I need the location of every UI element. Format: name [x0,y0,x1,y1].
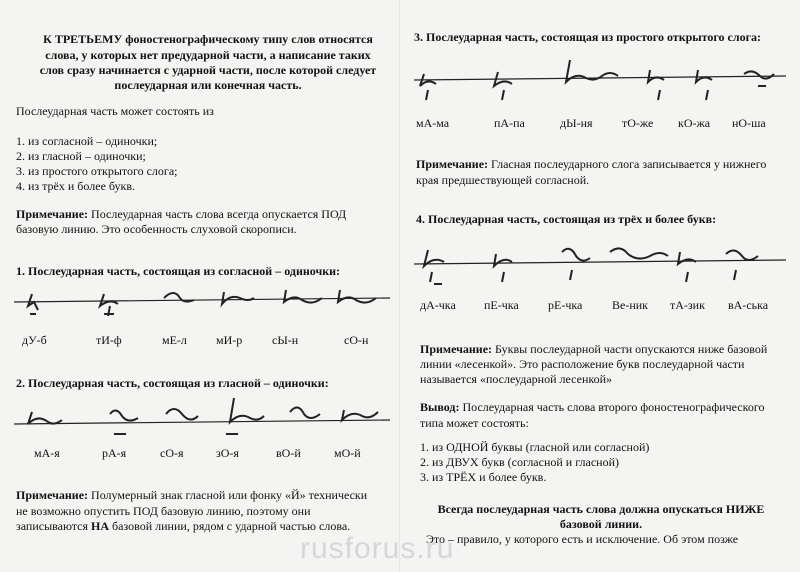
s4-word-5: тА-зик [670,298,705,312]
s2-word-6: мО-й [334,446,361,460]
s1-word-6: сО-н [344,333,369,347]
note3-line-1 [416,157,766,172]
section3-title: 3. Послеударная часть, состоящая из простого открытого слога: [414,30,762,44]
s1-word-3: мЕ-л [162,333,187,347]
s4-word-4: Ве-ник [612,298,648,312]
s3-word-1: мА-ма [416,116,450,130]
intro-line-4: послеударная или конечная часть. [114,78,302,92]
footer-note: Это – правило, у которого есть и исключение. Об этом позже [426,532,739,546]
s2-word-5: вО-й [276,446,301,460]
conclusion-label: Вывод: [420,400,460,414]
s2-word-2: рА-я [102,446,127,460]
s1-word-5: сЫ-н [272,333,299,347]
s2-word-4: зО-я [216,446,239,460]
s3-word-3: дЫ-ня [560,116,593,130]
conclusion-line-2: типа может состоять: [420,416,529,430]
s4-word-6: вА-ська [728,298,769,312]
rule-line-1: Всегда послеударная часть слова должна опускаться НИЖЕ [437,502,765,516]
shorthand-strip-2 [14,398,390,438]
conc-item-1: 1. из ОДНОЙ буквы (гласной или согласной) [420,440,650,454]
intro-line-1: К ТРЕТЬЕМУ фоностенографическому типу слов относятся [43,32,373,46]
note3-text: Гласная послеударного слога записывается у нижнего [488,157,767,171]
intro-line-3: слов сразу начинается с ударной части, после которой следует [39,63,377,77]
note4-label: Примечание: [420,342,493,356]
section1-title: 1. Послеударная часть, состоящая из согласной – одиночки: [16,264,341,278]
list-item-1: 1. из согласной – одиночки; [16,134,158,148]
list-item-3: 3. из простого открытого слога; [16,164,178,178]
may-consist-text: Послеударная часть может состоять из [16,104,214,118]
s4-word-1: дА-чка [420,298,456,312]
s3-word-2: пА-па [494,116,525,130]
shorthand-strip-1 [14,284,390,324]
conc-item-3: 3. из ТРЁХ и более букв. [420,470,547,484]
shorthand-strip-4 [414,238,786,290]
note2-label: Примечание: [16,488,89,502]
s3-word-5: кО-жа [678,116,711,130]
note4-line-3: называется «послеударной лесенкой» [420,372,613,386]
s1-word-4: мИ-р [216,333,243,347]
s4-word-2: пЕ-чка [484,298,519,312]
note4-text: Буквы послеударной части опускаются ниже базовой [492,342,768,356]
note1-line-2: базовую линию. Это особенность слуховой скорописи. [16,222,297,236]
note2-line3-a: записываются [16,519,92,533]
note3-label: Примечание: [416,157,489,171]
note3-line-2: края предшествующей согласной. [416,173,590,187]
conc-item-2: 2. из ДВУХ букв (согласной и гласной) [420,455,620,469]
conclusion-text: Послеударная часть слова второго фоностенографического [459,400,765,414]
s3-word-6: нО-ша [732,116,766,130]
list-item-2: 2. из гласной – одиночки; [16,149,146,163]
section4-title: 4. Послеударная часть, состоящая из трёх и более букв: [416,212,717,226]
s1-word-2: тИ-ф [96,333,122,347]
note2-line-1 [16,488,367,503]
note2-line-2: не возможно опустить ПОД базовую линию, поэтому они [16,504,311,518]
note1-line-1 [16,207,346,222]
s2-word-3: сО-я [160,446,184,460]
note1-text: Послеударная часть слова всегда опускается ПОД [88,207,347,221]
note2-line3-b: НА [91,519,110,533]
list-item-4: 4. из трёх и более букв. [16,179,136,193]
s4-word-3: рЕ-чка [548,298,583,312]
note2-text: Полумерный знак гласной или фонку «Й» технически [88,488,368,502]
conclusion-line-1 [420,400,764,415]
note4-line-1 [420,342,767,357]
s1-word-1: дУ-б [22,333,47,347]
right-column [400,0,800,572]
note4-line-2: линии «лесенкой». Это расположение букв послеударной части [420,357,745,371]
s3-word-4: тО-же [622,116,654,130]
note1-label: Примечание: [16,207,89,221]
shorthand-strip-3 [414,56,786,106]
note2-line3-c: базовой линии, рядом с ударной частью слова. [109,519,351,533]
rule-line-2: базовой линии. [559,517,643,531]
section2-title: 2. Послеударная часть, состоящая из гласной – одиночки: [16,376,329,390]
watermark: rusforus.ru [300,532,455,565]
s2-word-1: мА-я [34,446,60,460]
intro-line-2: слова, у которых нет предударной части, а написание таких [45,48,371,62]
